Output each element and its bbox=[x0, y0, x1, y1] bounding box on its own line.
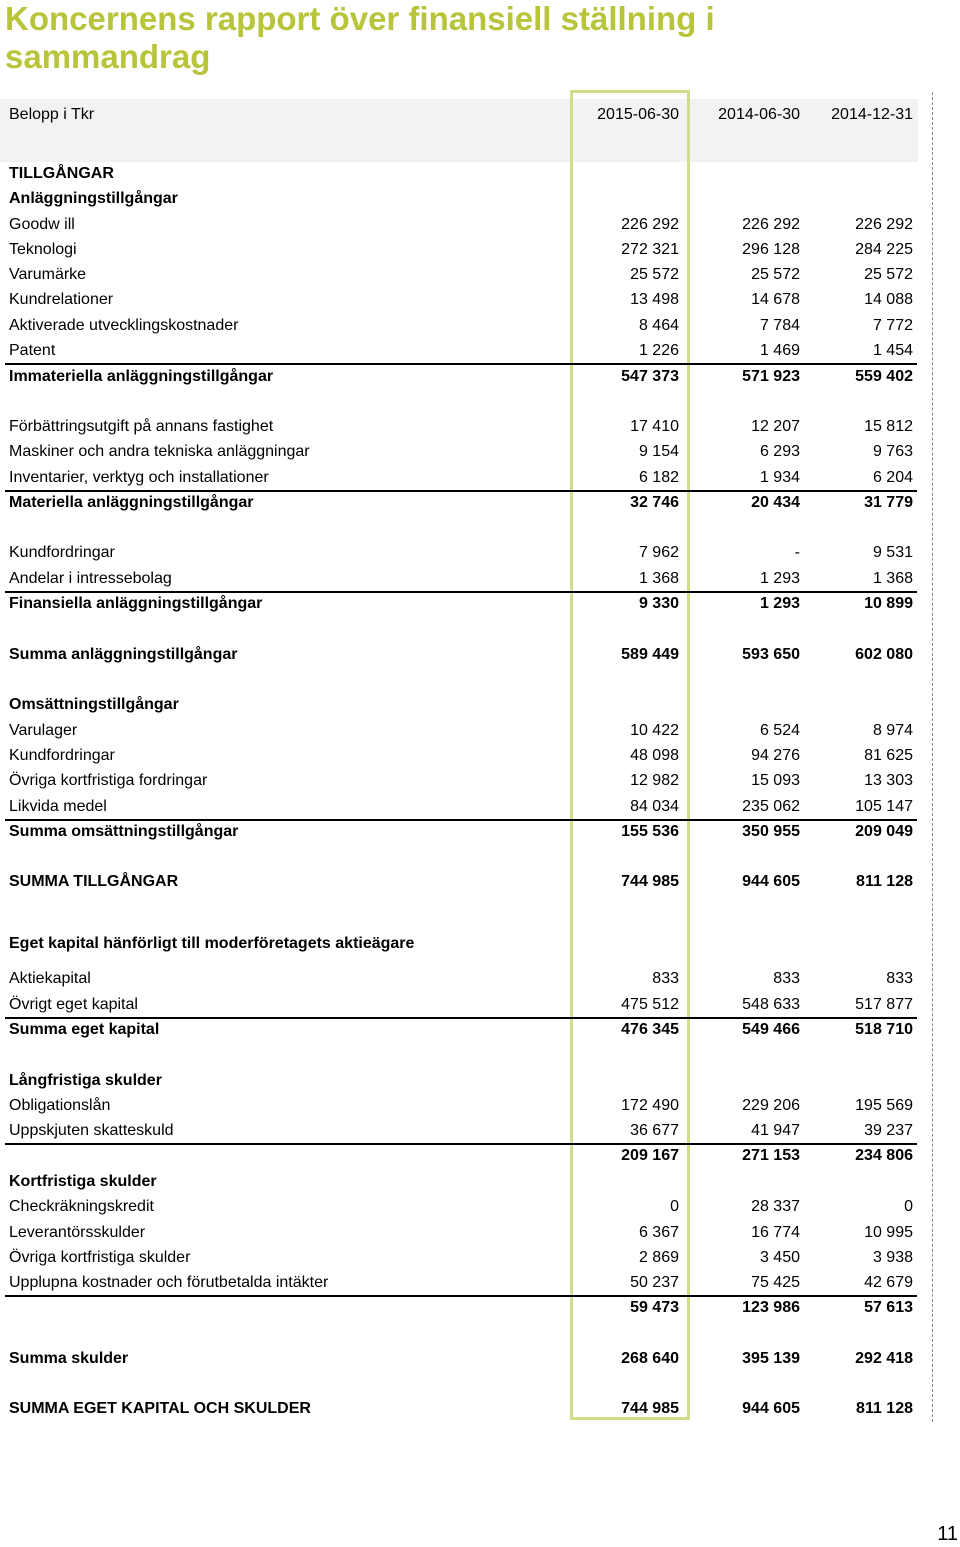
row-label: Eget kapital hänförligt till moderföretagets aktieägare bbox=[9, 935, 415, 952]
row-value-col-2: - bbox=[794, 544, 800, 561]
row-value-col-1: 272 321 bbox=[621, 241, 679, 258]
table-row bbox=[9, 869, 914, 894]
row-value-col-1: 9 330 bbox=[638, 595, 679, 612]
row-label: Immateriella anläggningstillgångar bbox=[9, 368, 274, 385]
table-row bbox=[9, 212, 914, 237]
table-row bbox=[9, 1396, 914, 1421]
row-label: Checkräkningskredit bbox=[9, 1198, 154, 1215]
row-label: Kundfordringar bbox=[9, 747, 115, 764]
row-value-col-3: 57 613 bbox=[864, 1299, 913, 1316]
table-row bbox=[9, 540, 914, 565]
table-row bbox=[9, 1017, 914, 1042]
row-value-col-3: 559 402 bbox=[855, 368, 913, 385]
row-label: Obligationslån bbox=[9, 1097, 111, 1114]
row-value-col-2: 833 bbox=[773, 970, 800, 987]
row-value-col-1: 8 464 bbox=[638, 317, 679, 334]
table-row bbox=[9, 313, 914, 338]
row-value-col-2: 944 605 bbox=[742, 873, 800, 890]
row-value-col-1: 172 490 bbox=[621, 1097, 679, 1114]
row-value-col-2: 229 206 bbox=[742, 1097, 800, 1114]
row-label: Uppskjuten skatteskuld bbox=[9, 1122, 174, 1139]
row-value-col-2: 1 293 bbox=[759, 570, 800, 587]
table-header-row bbox=[9, 100, 914, 130]
row-label: Summa omsättningstillgångar bbox=[9, 823, 239, 840]
row-value-col-2: 235 062 bbox=[742, 798, 800, 815]
row-label: Goodw ill bbox=[9, 216, 75, 233]
dashed-divider bbox=[932, 92, 933, 1422]
table-row bbox=[9, 1194, 914, 1219]
row-value-col-3: 518 710 bbox=[855, 1021, 913, 1038]
row-value-col-2: 7 784 bbox=[759, 317, 800, 334]
row-label: Summa skulder bbox=[9, 1350, 129, 1367]
row-value-col-3: 209 049 bbox=[855, 823, 913, 840]
row-value-col-3: 292 418 bbox=[855, 1350, 913, 1367]
row-value-col-2: 226 292 bbox=[742, 216, 800, 233]
row-value-col-2: 16 774 bbox=[751, 1224, 800, 1241]
row-value-col-3: 42 679 bbox=[864, 1274, 913, 1291]
row-value-col-1: 6 182 bbox=[638, 469, 679, 486]
row-value-col-1: 48 098 bbox=[630, 747, 679, 764]
table-row bbox=[9, 718, 914, 743]
row-value-col-2: 15 093 bbox=[751, 772, 800, 789]
table-row bbox=[9, 338, 914, 363]
row-value-col-1: 209 167 bbox=[621, 1147, 679, 1164]
row-value-col-3: 10 899 bbox=[864, 595, 913, 612]
row-value-col-3: 0 bbox=[904, 1198, 913, 1215]
row-label: Aktiekapital bbox=[9, 970, 91, 987]
row-value-col-3: 39 237 bbox=[864, 1122, 913, 1139]
table-row bbox=[9, 768, 914, 793]
table-row bbox=[9, 161, 914, 186]
row-value-col-2: 3 450 bbox=[759, 1249, 800, 1266]
table-row bbox=[9, 465, 914, 490]
table-row bbox=[9, 1245, 914, 1270]
table-row bbox=[9, 1295, 914, 1320]
row-value-col-2: 28 337 bbox=[751, 1198, 800, 1215]
row-label: Kundfordringar bbox=[9, 544, 115, 561]
table-row bbox=[9, 1346, 914, 1371]
row-label: Patent bbox=[9, 342, 56, 359]
row-label: Aktiverade utvecklingskostnader bbox=[9, 317, 239, 334]
row-value-col-1: 13 498 bbox=[630, 291, 679, 308]
row-value-col-2: 1 934 bbox=[759, 469, 800, 486]
row-value-col-1: 226 292 bbox=[621, 216, 679, 233]
row-label: Varumärke bbox=[9, 266, 87, 283]
row-value-col-1: 36 677 bbox=[630, 1122, 679, 1139]
page-title: Koncernens rapport över finansiell ställning i sammandrag bbox=[5, 0, 715, 75]
row-value-col-1: 1 226 bbox=[638, 342, 679, 359]
row-value-col-3: 284 225 bbox=[855, 241, 913, 258]
row-value-col-2: 271 153 bbox=[742, 1147, 800, 1164]
row-value-col-1: 32 746 bbox=[630, 494, 679, 511]
table-row bbox=[9, 591, 914, 616]
row-value-col-3: 195 569 bbox=[855, 1097, 913, 1114]
row-value-col-1: 17 410 bbox=[630, 418, 679, 435]
row-value-col-2: 1 293 bbox=[759, 595, 800, 612]
table-row bbox=[9, 642, 914, 667]
row-label: Summa anläggningstillgångar bbox=[9, 646, 238, 663]
row-value-col-3: 234 806 bbox=[855, 1147, 913, 1164]
row-label: Summa eget kapital bbox=[9, 1021, 160, 1038]
table-row bbox=[9, 262, 914, 287]
row-value-col-2: 548 633 bbox=[742, 996, 800, 1013]
row-value-col-1: 10 422 bbox=[630, 722, 679, 739]
table-row bbox=[9, 237, 914, 262]
row-value-col-2: 94 276 bbox=[751, 747, 800, 764]
row-value-col-1: 547 373 bbox=[621, 368, 679, 385]
row-label: Inventarier, verktyg och installationer bbox=[9, 469, 269, 486]
row-value-col-1: 268 640 bbox=[621, 1350, 679, 1367]
table-row bbox=[9, 364, 914, 389]
row-value-col-2: 6 524 bbox=[759, 722, 800, 739]
row-value-col-2: 12 207 bbox=[751, 418, 800, 435]
row-value-col-3: 10 995 bbox=[864, 1224, 913, 1241]
row-label: Upplupna kostnader och förutbetalda intäkter bbox=[9, 1274, 329, 1291]
row-value-col-3: 833 bbox=[886, 970, 913, 987]
table-row bbox=[9, 1143, 914, 1168]
row-value-col-1: 84 034 bbox=[630, 798, 679, 815]
table-row bbox=[9, 931, 914, 956]
row-label: Omsättningstillgångar bbox=[9, 696, 179, 713]
row-label: Övriga kortfristiga fordringar bbox=[9, 772, 208, 789]
row-value-col-3: 6 204 bbox=[872, 469, 913, 486]
row-value-col-1: 475 512 bbox=[621, 996, 679, 1013]
row-label: Kortfristiga skulder bbox=[9, 1173, 157, 1190]
table-row bbox=[9, 1220, 914, 1245]
row-value-col-1: 744 985 bbox=[621, 1400, 679, 1417]
table-row bbox=[9, 287, 914, 312]
row-value-col-3: 105 147 bbox=[855, 798, 913, 815]
row-label: Kundrelationer bbox=[9, 291, 114, 308]
row-value-col-3: 9 763 bbox=[872, 443, 913, 460]
row-value-col-1: 12 982 bbox=[630, 772, 679, 789]
row-label: TILLGÅNGAR bbox=[9, 165, 114, 182]
row-value-col-2: 25 572 bbox=[751, 266, 800, 283]
row-label: Materiella anläggningstillgångar bbox=[9, 494, 254, 511]
row-label: Övriga kortfristiga skulder bbox=[9, 1249, 191, 1266]
table-row bbox=[9, 819, 914, 844]
row-value-col-1: 833 bbox=[652, 970, 679, 987]
row-value-col-1: 9 154 bbox=[638, 443, 679, 460]
row-label: SUMMA EGET KAPITAL OCH SKULDER bbox=[9, 1400, 311, 1417]
table-row bbox=[9, 490, 914, 515]
row-label: Leverantörsskulder bbox=[9, 1224, 146, 1241]
row-value-col-2: 41 947 bbox=[751, 1122, 800, 1139]
row-label: SUMMA TILLGÅNGAR bbox=[9, 873, 179, 890]
row-value-col-2: 350 955 bbox=[742, 823, 800, 840]
table-row bbox=[9, 414, 914, 439]
row-label: Finansiella anläggningstillgångar bbox=[9, 595, 263, 612]
row-value-col-2: 75 425 bbox=[751, 1274, 800, 1291]
row-value-col-1: 7 962 bbox=[638, 544, 679, 561]
row-label: Varulager bbox=[9, 722, 78, 739]
table-row bbox=[9, 1270, 914, 1295]
table-row bbox=[9, 566, 914, 591]
table-row bbox=[9, 1093, 914, 1118]
row-value-col-2: 944 605 bbox=[742, 1400, 800, 1417]
page-number: 11 bbox=[937, 1523, 958, 1545]
row-value-col-3: 517 877 bbox=[855, 996, 913, 1013]
table-row bbox=[9, 992, 914, 1017]
row-value-col-1: 59 473 bbox=[630, 1299, 679, 1316]
row-label: Likvida medel bbox=[9, 798, 107, 815]
row-value-col-2: 6 293 bbox=[759, 443, 800, 460]
row-value-col-3: 13 303 bbox=[864, 772, 913, 789]
table-row bbox=[9, 439, 914, 464]
row-value-col-1: 50 237 bbox=[630, 1274, 679, 1291]
row-value-col-1: 476 345 bbox=[621, 1021, 679, 1038]
table-row bbox=[9, 743, 914, 768]
row-value-col-3: 14 088 bbox=[864, 291, 913, 308]
row-value-col-3: 1 454 bbox=[872, 342, 913, 359]
table-row bbox=[9, 1118, 914, 1143]
row-value-col-3: 811 128 bbox=[856, 1400, 913, 1417]
row-label: Övrigt eget kapital bbox=[9, 996, 138, 1013]
row-label: Anläggningstillgångar bbox=[9, 190, 178, 207]
row-value-col-2: 1 469 bbox=[759, 342, 800, 359]
row-label: Långfristiga skulder bbox=[9, 1072, 162, 1089]
row-value-col-2: 571 923 bbox=[742, 368, 800, 385]
row-value-col-1: 589 449 bbox=[621, 646, 679, 663]
row-value-col-1: 155 536 bbox=[621, 823, 679, 840]
row-value-col-3: 811 128 bbox=[856, 873, 913, 890]
row-label: Förbättringsutgift på annans fastighet bbox=[9, 418, 274, 435]
column-header-2014-12-31: 2014-12-31 bbox=[831, 106, 913, 123]
table-row bbox=[9, 1068, 914, 1093]
table-row bbox=[9, 966, 914, 991]
row-value-col-3: 226 292 bbox=[855, 216, 913, 233]
row-value-col-3: 1 368 bbox=[872, 570, 913, 587]
row-value-col-1: 25 572 bbox=[630, 266, 679, 283]
row-value-col-3: 602 080 bbox=[855, 646, 913, 663]
row-value-col-2: 14 678 bbox=[751, 291, 800, 308]
amount-unit-label: Belopp i Tkr bbox=[9, 106, 95, 123]
table-row bbox=[9, 186, 914, 211]
row-value-col-3: 31 779 bbox=[864, 494, 913, 511]
row-value-col-3: 9 531 bbox=[872, 544, 913, 561]
row-value-col-1: 744 985 bbox=[621, 873, 679, 890]
row-value-col-3: 25 572 bbox=[864, 266, 913, 283]
row-label: Maskiner och andra tekniska anläggningar bbox=[9, 443, 310, 460]
row-value-col-1: 0 bbox=[670, 1198, 679, 1215]
table-row bbox=[9, 692, 914, 717]
row-value-col-2: 123 986 bbox=[742, 1299, 800, 1316]
row-value-col-3: 81 625 bbox=[864, 747, 913, 764]
row-value-col-1: 1 368 bbox=[638, 570, 679, 587]
table-row bbox=[9, 794, 914, 819]
row-value-col-3: 7 772 bbox=[872, 317, 913, 334]
row-value-col-3: 8 974 bbox=[872, 722, 913, 739]
column-header-2015-06-30: 2015-06-30 bbox=[597, 106, 679, 123]
row-value-col-2: 549 466 bbox=[742, 1021, 800, 1038]
row-label: Teknologi bbox=[9, 241, 77, 258]
row-label: Andelar i intressebolag bbox=[9, 570, 172, 587]
row-value-col-2: 20 434 bbox=[751, 494, 800, 511]
table-row bbox=[9, 1169, 914, 1194]
row-value-col-1: 2 869 bbox=[638, 1249, 679, 1266]
row-value-col-3: 3 938 bbox=[872, 1249, 913, 1266]
row-value-col-2: 593 650 bbox=[742, 646, 800, 663]
row-value-col-1: 6 367 bbox=[638, 1224, 679, 1241]
column-header-2014-06-30: 2014-06-30 bbox=[718, 106, 800, 123]
row-value-col-3: 15 812 bbox=[864, 418, 913, 435]
row-value-col-2: 395 139 bbox=[742, 1350, 800, 1367]
row-value-col-2: 296 128 bbox=[742, 241, 800, 258]
